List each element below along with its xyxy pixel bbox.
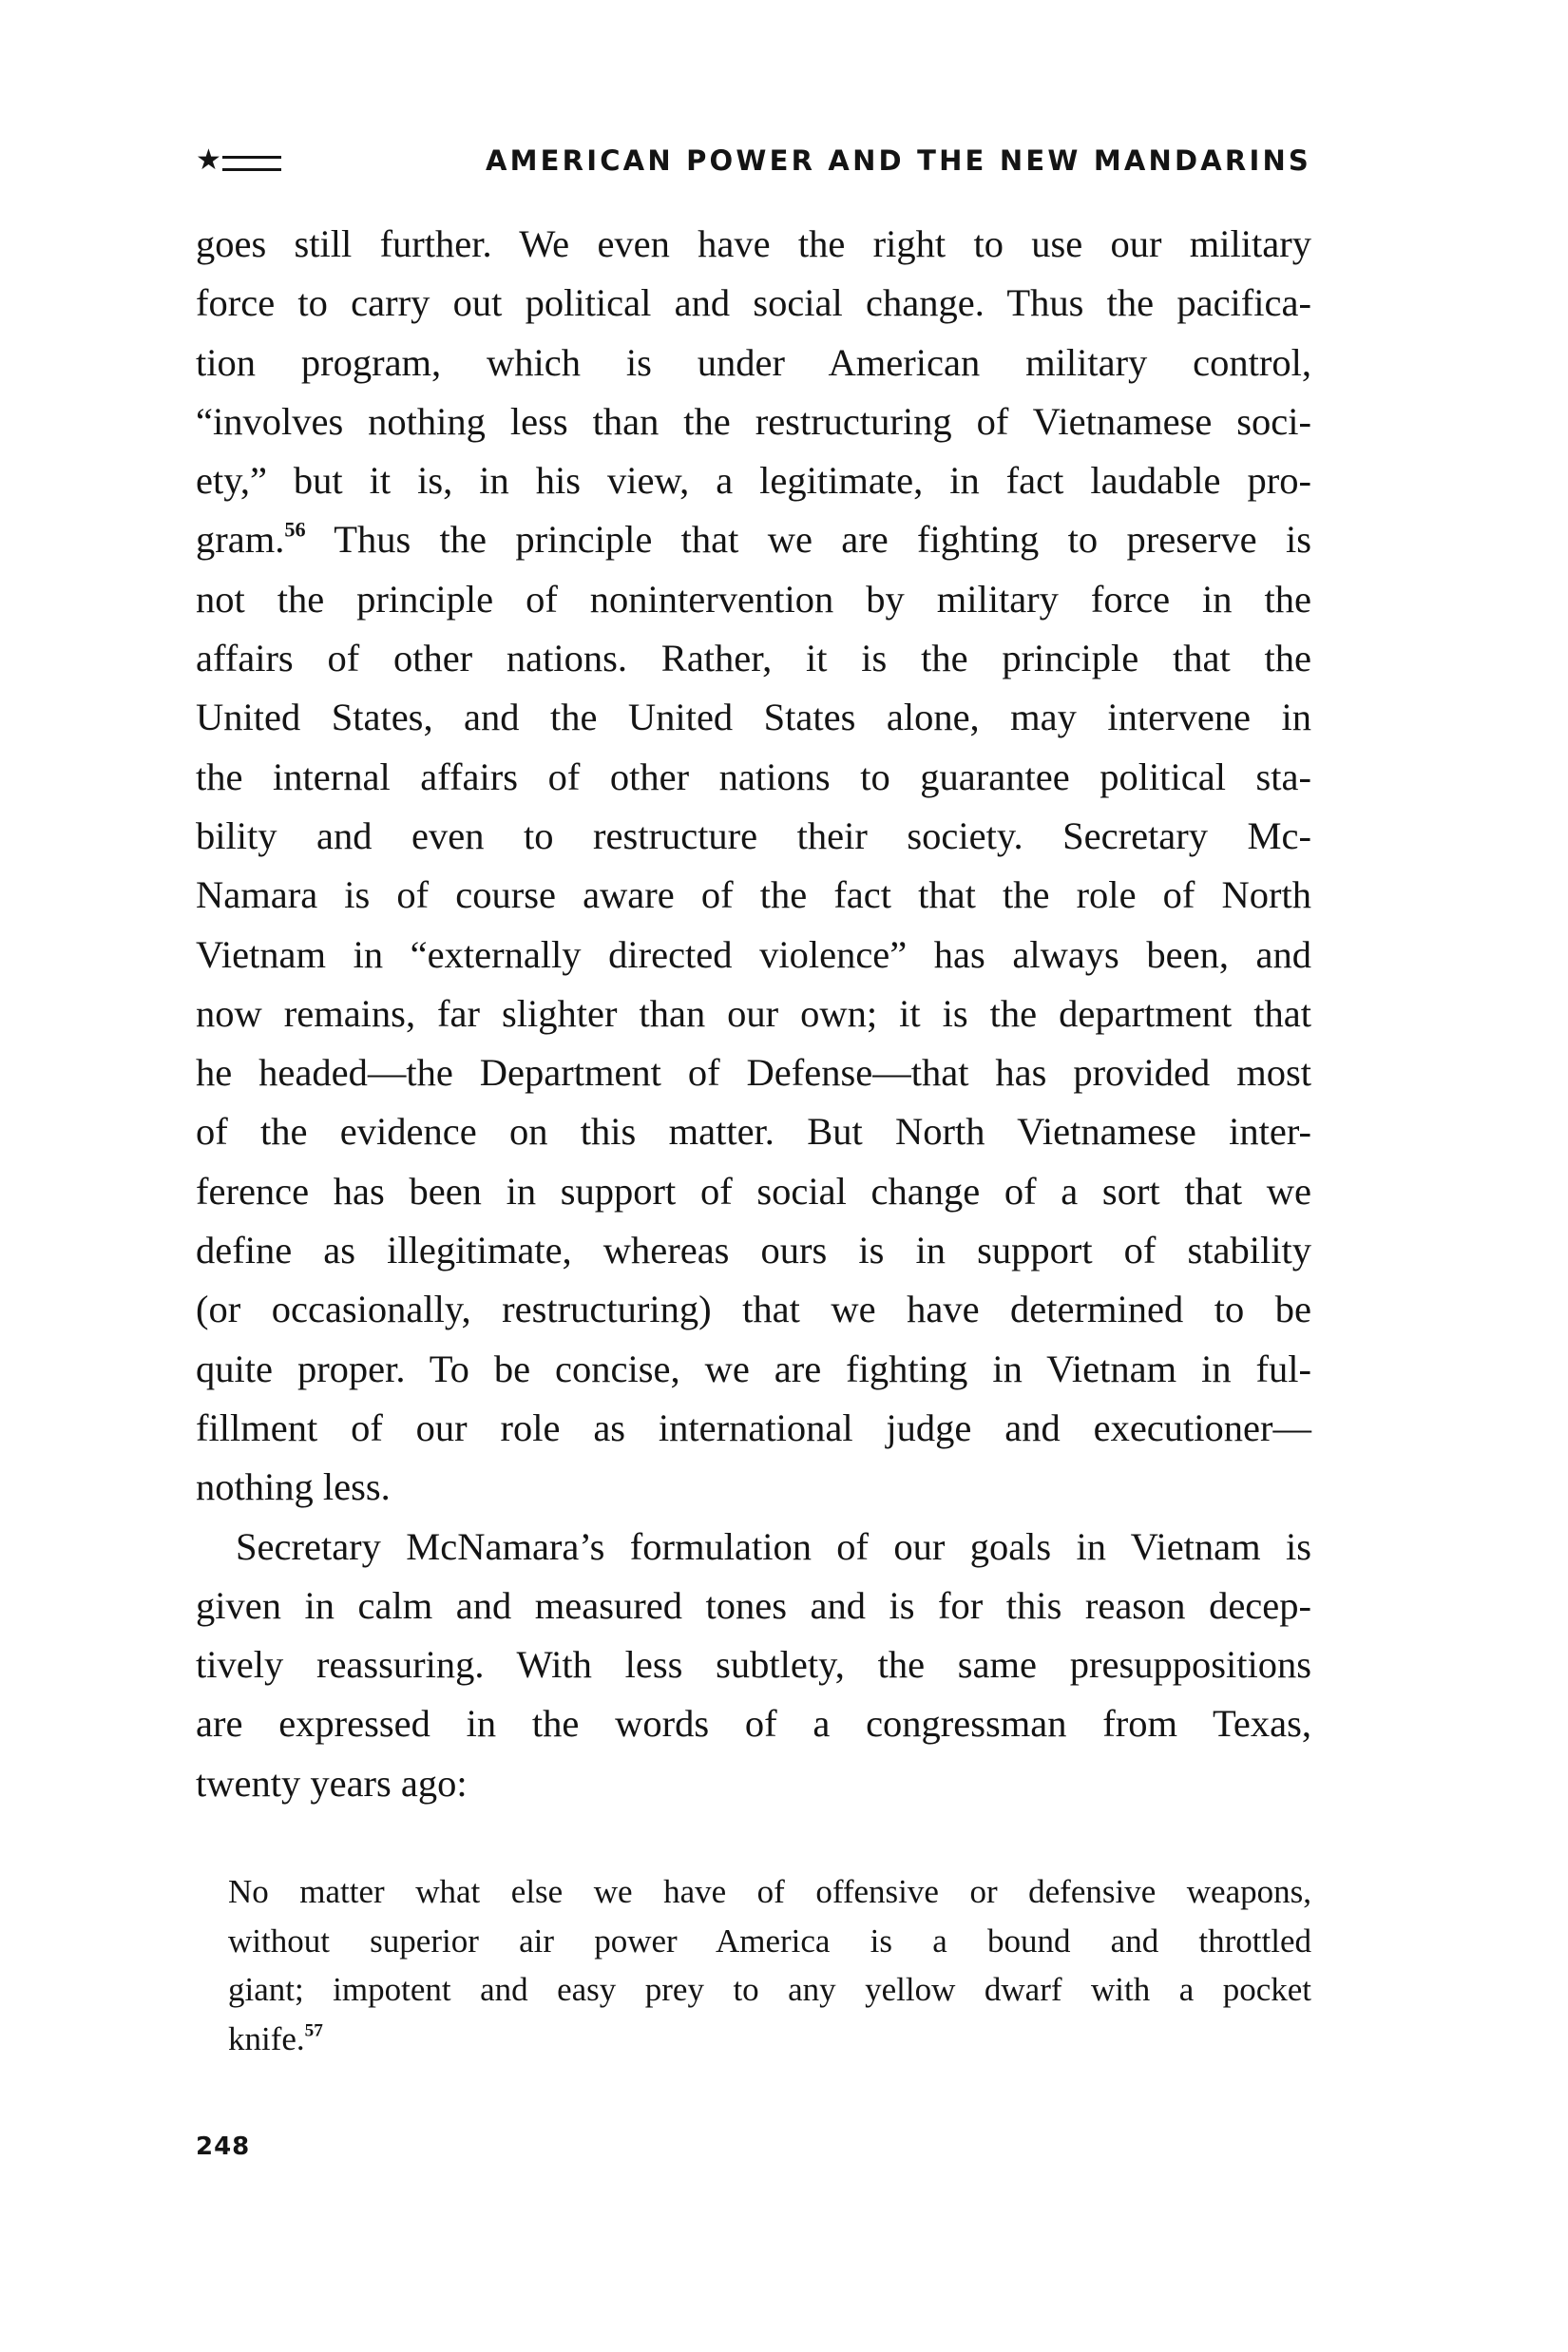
text-line: Secretary McNamara’s formulation of our goals in Vietnam is [236, 1524, 1311, 1568]
text-line: affairs of other nations. Rather, it is the principle that the [196, 637, 1311, 680]
text-line: goes still further. We even have the right to use our military [196, 222, 1311, 265]
quote-line: giant; impotent and easy prey to any yellow dwarf with a pocket [228, 1971, 1311, 2008]
text-line: given in calm and measured tones and is for this reason decep- [196, 1583, 1311, 1627]
text-line [196, 510, 1311, 569]
text-line: of the evidence on this matter. But North Vietnamese inter- [196, 1110, 1311, 1154]
footnote-ref-56: 56 [284, 517, 306, 542]
text-line: United States, and the United States alone, may intervene in [196, 696, 1311, 739]
text-line: force to carry out political and social change. Thus the pacifica- [196, 281, 1311, 325]
text-line: twenty years ago: [196, 1761, 468, 1805]
text-line: define as illegitimate, whereas ours is in support of stability [196, 1229, 1311, 1272]
text-line: Namara is of course aware of the fact that the role of North [196, 873, 1311, 917]
text-line: tion program, which is under American military control, [196, 340, 1311, 384]
text-line: tively reassuring. With less subtlety, the same presuppositions [196, 1643, 1311, 1687]
text-line: (or occasionally, restructuring) that we have determined to be [196, 1288, 1311, 1331]
quote-line: without superior air power America is a bound and throttled [228, 1922, 1311, 1960]
running-head [196, 143, 1311, 184]
text-fragment: gram. [196, 518, 285, 562]
text-line: Vietnam in “externally directed violence” has always been, and [196, 932, 1311, 976]
running-head-title: AMERICAN POWER AND THE NEW MANDARINS [485, 144, 1311, 177]
text-fragment: knife. [228, 2019, 305, 2057]
text-line: ference has been in support of social change of a sort that we [196, 1169, 1311, 1213]
text-line: are expressed in the words of a congressman from Texas, [196, 1702, 1311, 1746]
text-line: ety,” but it is, in his view, a legitimate, in fact laudable pro- [196, 459, 1311, 503]
text-line: the internal affairs of other nations to guarantee political sta- [196, 755, 1311, 798]
page-number: 248 [196, 2132, 251, 2161]
text-line: “involves nothing less than the restructuring of Vietnamese soci- [196, 399, 1311, 443]
text-line: not the principle of nonintervention by military force in the [196, 577, 1311, 621]
text-line: he headed—the Department of Defense—that has provided most [196, 1051, 1311, 1095]
text-line: now remains, far slighter than our own; it is the department that [196, 991, 1311, 1035]
text-line: nothing less. [196, 1465, 391, 1509]
star-rule-ornament [196, 143, 281, 177]
block-quote [228, 1867, 1311, 2063]
quote-line: No matter what else we have of offensive or defensive weapons, [228, 1873, 1311, 1910]
star-icon: ★ [196, 143, 221, 177]
text-line: bility and even to restructure their society. Secretary Mc- [196, 813, 1311, 857]
text-line: fillment of our role as international judge and executioner— [196, 1405, 1311, 1449]
footnote-ref-57: 57 [304, 2020, 323, 2041]
body-text [196, 215, 1311, 1813]
double-rule [222, 156, 281, 171]
quote-line [228, 2015, 1311, 2064]
text-fragment: Thus the principle that we are fighting to preserve is [305, 518, 1311, 562]
text-line: quite proper. To be concise, we are fighting in Vietnam in ful- [196, 1347, 1311, 1390]
